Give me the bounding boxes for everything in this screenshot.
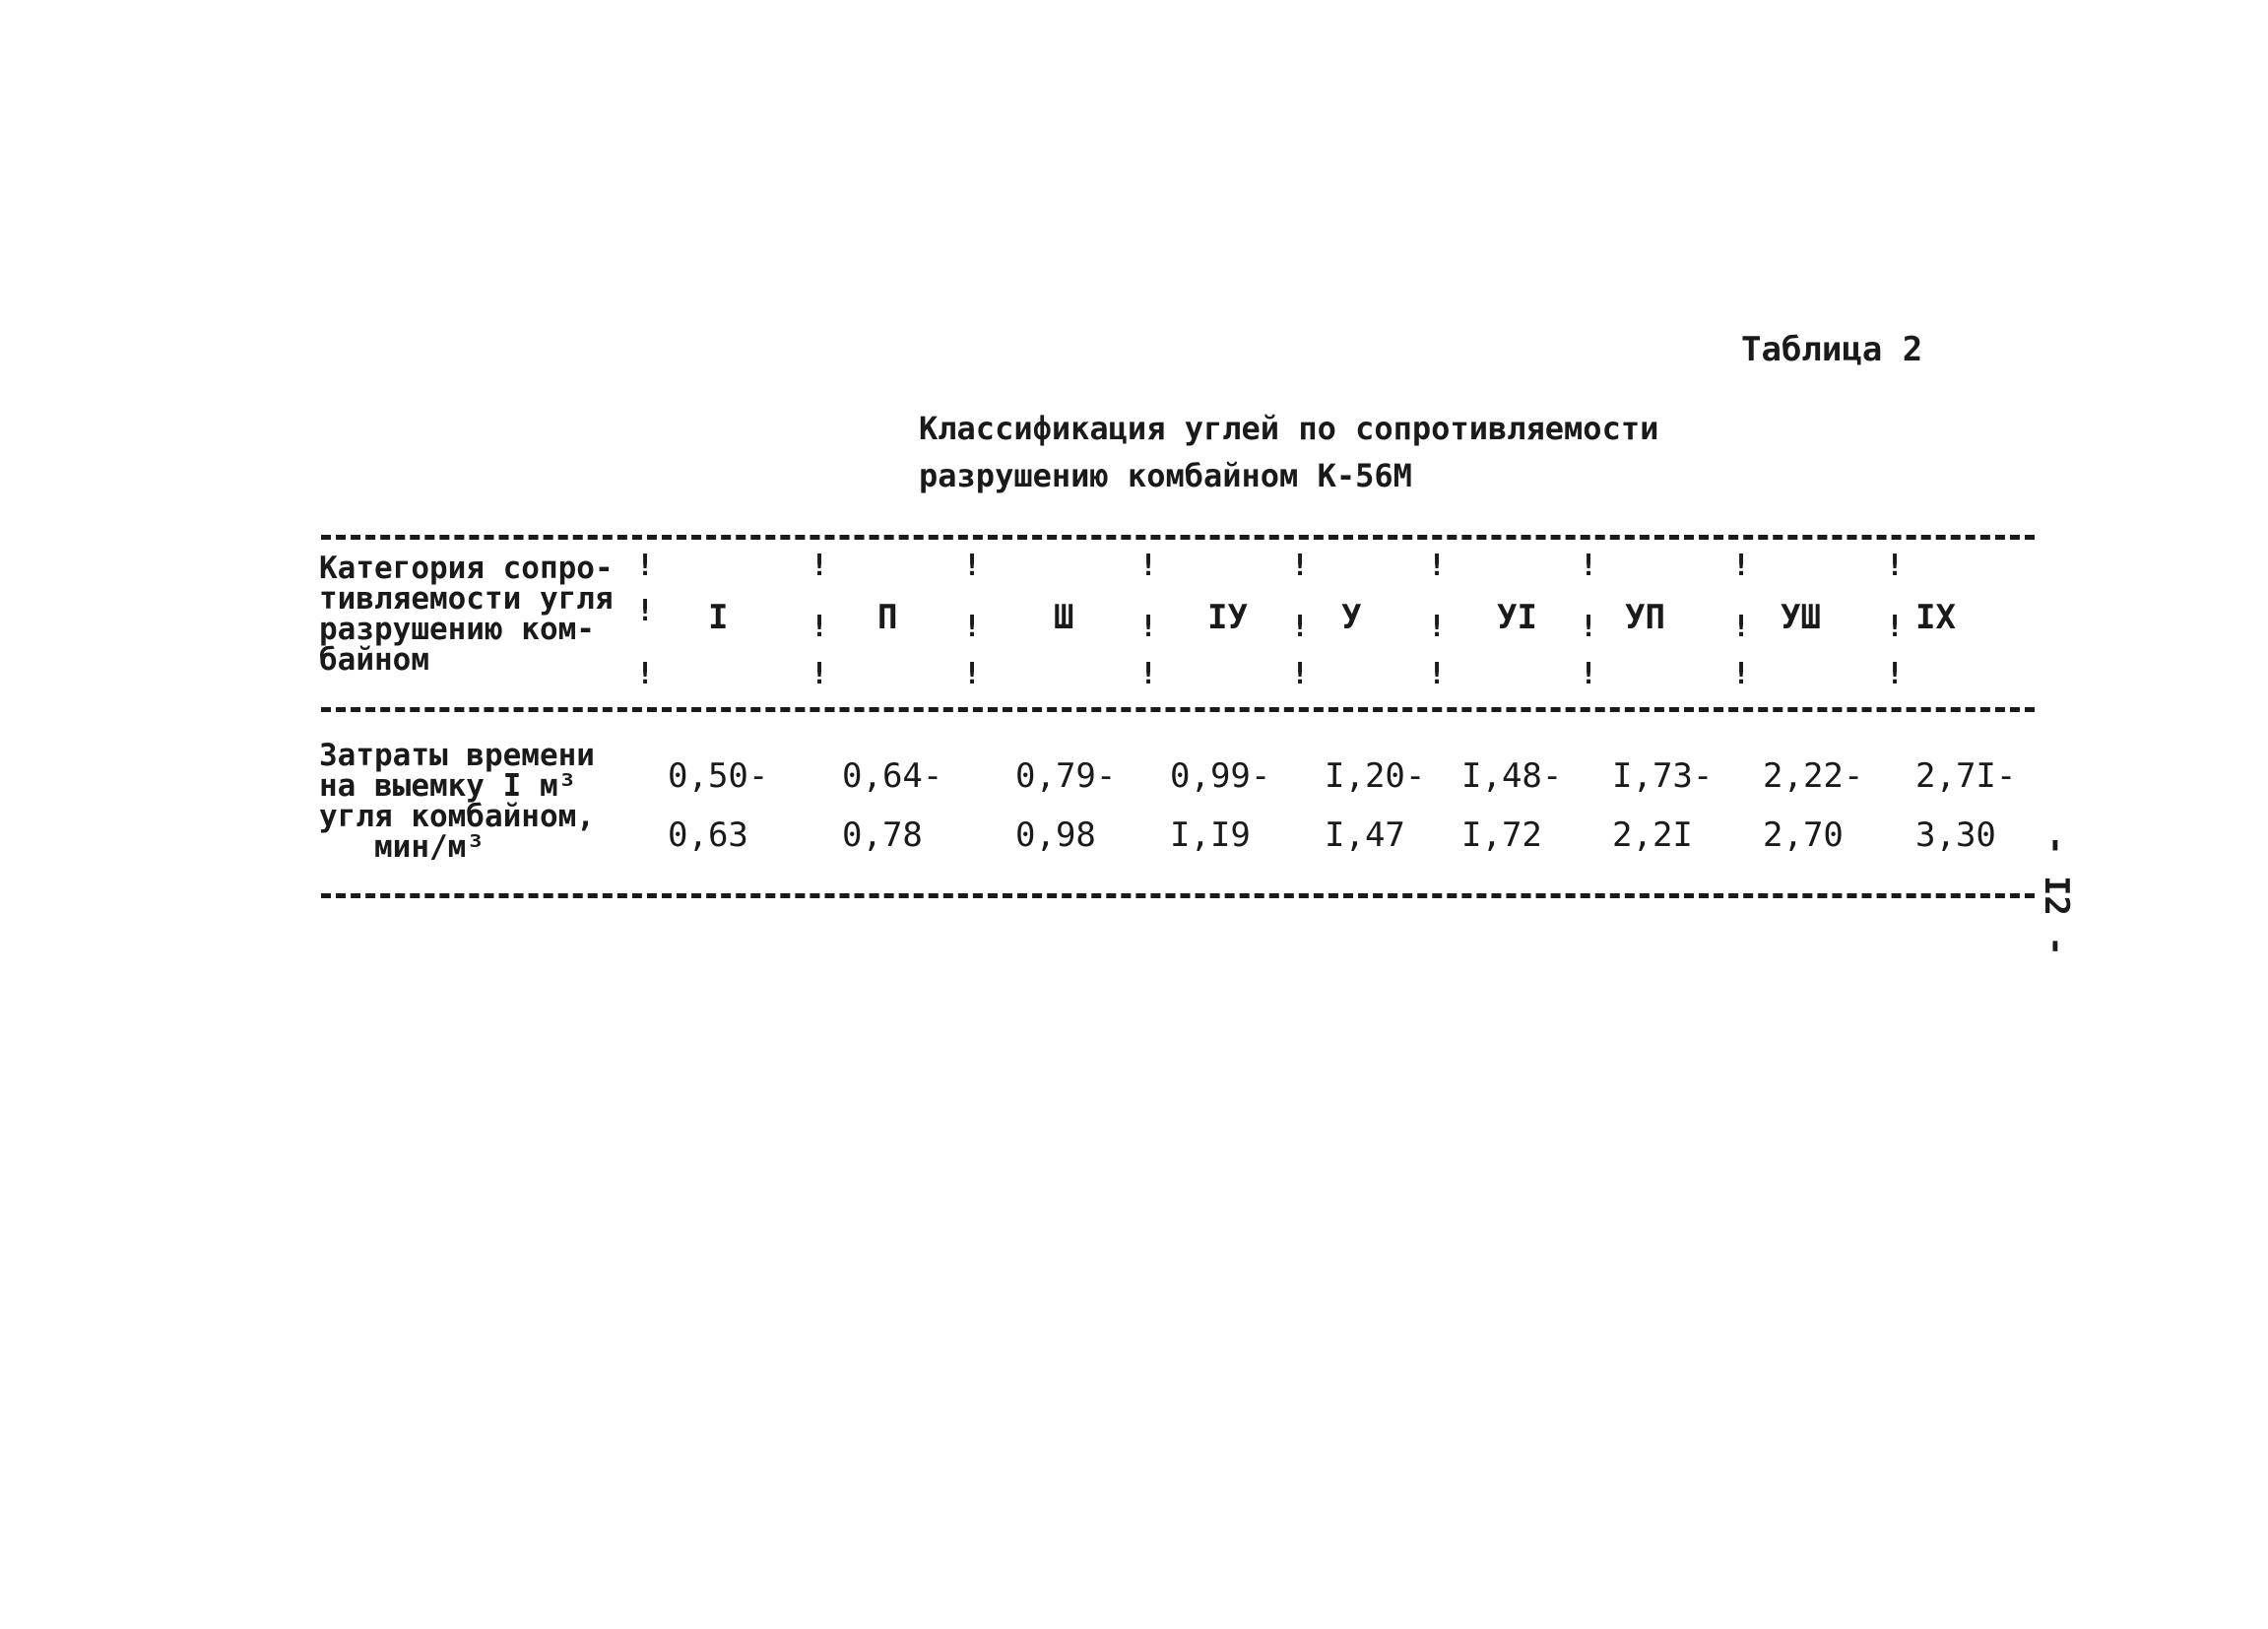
separator-mark: ! — [1428, 610, 1447, 644]
separator-mark: ! — [1139, 549, 1158, 583]
row-label-line: мин/м³ — [374, 829, 485, 865]
separator-mark: ! — [1886, 610, 1905, 644]
range-from: I,48- — [1461, 756, 1563, 796]
separator-mark: ! — [1291, 657, 1310, 691]
separator-mark: ! — [963, 549, 982, 583]
range-to: 0,78 — [842, 815, 923, 855]
table-title-line-2: разрушению комбайном К-56М — [919, 457, 1412, 494]
separator-mark: ! — [1139, 657, 1158, 691]
separator-mark: ! — [1580, 657, 1598, 691]
separator-mark: ! — [1139, 610, 1158, 644]
separator-mark: ! — [636, 594, 655, 628]
range-to: 3,30 — [1915, 815, 1996, 855]
row-label-line: на выемку I м³ — [319, 768, 577, 804]
table-header-rule — [321, 707, 2035, 712]
category-header: П — [877, 598, 898, 637]
separator-mark: ! — [1428, 657, 1447, 691]
separator-mark: ! — [1886, 549, 1905, 583]
separator-mark: ! — [810, 610, 829, 644]
separator-mark: ! — [963, 657, 982, 691]
range-from: 2,22- — [1763, 756, 1864, 796]
range-from: 0,99- — [1170, 756, 1271, 796]
category-header: IУ — [1207, 598, 1248, 637]
separator-mark: ! — [1732, 549, 1751, 583]
separator-mark: ! — [963, 610, 982, 644]
range-from: I,73- — [1612, 756, 1714, 796]
row-label-line: угля комбайном, — [319, 799, 595, 834]
range-from: 0,64- — [842, 756, 943, 796]
separator-mark: ! — [1580, 610, 1598, 644]
separator-mark: ! — [810, 549, 829, 583]
category-header: IХ — [1915, 598, 1956, 637]
separator-mark: ! — [1732, 657, 1751, 691]
row-label-line: Затраты времени — [319, 738, 595, 773]
range-to: I,47 — [1325, 815, 1405, 855]
table-bottom-rule — [321, 893, 2035, 898]
table-title-line-1: Классификация углей по сопротивляемости — [919, 410, 1659, 447]
separator-mark: ! — [1732, 610, 1751, 644]
separator-mark: ! — [1291, 549, 1310, 583]
separator-mark: ! — [636, 549, 655, 583]
category-header: УI — [1497, 598, 1537, 637]
page-number: - I2 - — [2037, 835, 2076, 956]
table-top-rule — [321, 535, 2035, 540]
header-label-line: Категория сопро- — [319, 551, 614, 586]
category-header: УШ — [1781, 598, 1821, 637]
category-header: УП — [1625, 598, 1665, 637]
category-header: У — [1341, 598, 1362, 637]
range-from: 2,7I- — [1915, 756, 2017, 796]
range-to: 0,63 — [668, 815, 748, 855]
range-from: 0,79- — [1015, 756, 1117, 796]
separator-mark: ! — [1291, 610, 1310, 644]
range-to: 2,70 — [1763, 815, 1844, 855]
header-label-line: байном — [319, 642, 429, 678]
category-header: Ш — [1054, 598, 1074, 637]
header-label-line: разрушению ком- — [319, 612, 595, 647]
separator-mark: ! — [810, 657, 829, 691]
separator-mark: ! — [1428, 549, 1447, 583]
range-to: I,72 — [1461, 815, 1542, 855]
separator-mark: ! — [1886, 657, 1905, 691]
range-to: 2,2I — [1612, 815, 1693, 855]
separator-mark: ! — [1580, 549, 1598, 583]
header-label-line: тивляемости угля — [319, 581, 614, 617]
range-from: I,20- — [1325, 756, 1426, 796]
range-to: 0,98 — [1015, 815, 1096, 855]
category-header: I — [708, 598, 729, 637]
range-from: 0,50- — [668, 756, 769, 796]
table-label: Таблица 2 — [1741, 330, 1923, 369]
range-to: I,I9 — [1170, 815, 1251, 855]
separator-mark: ! — [636, 657, 655, 691]
